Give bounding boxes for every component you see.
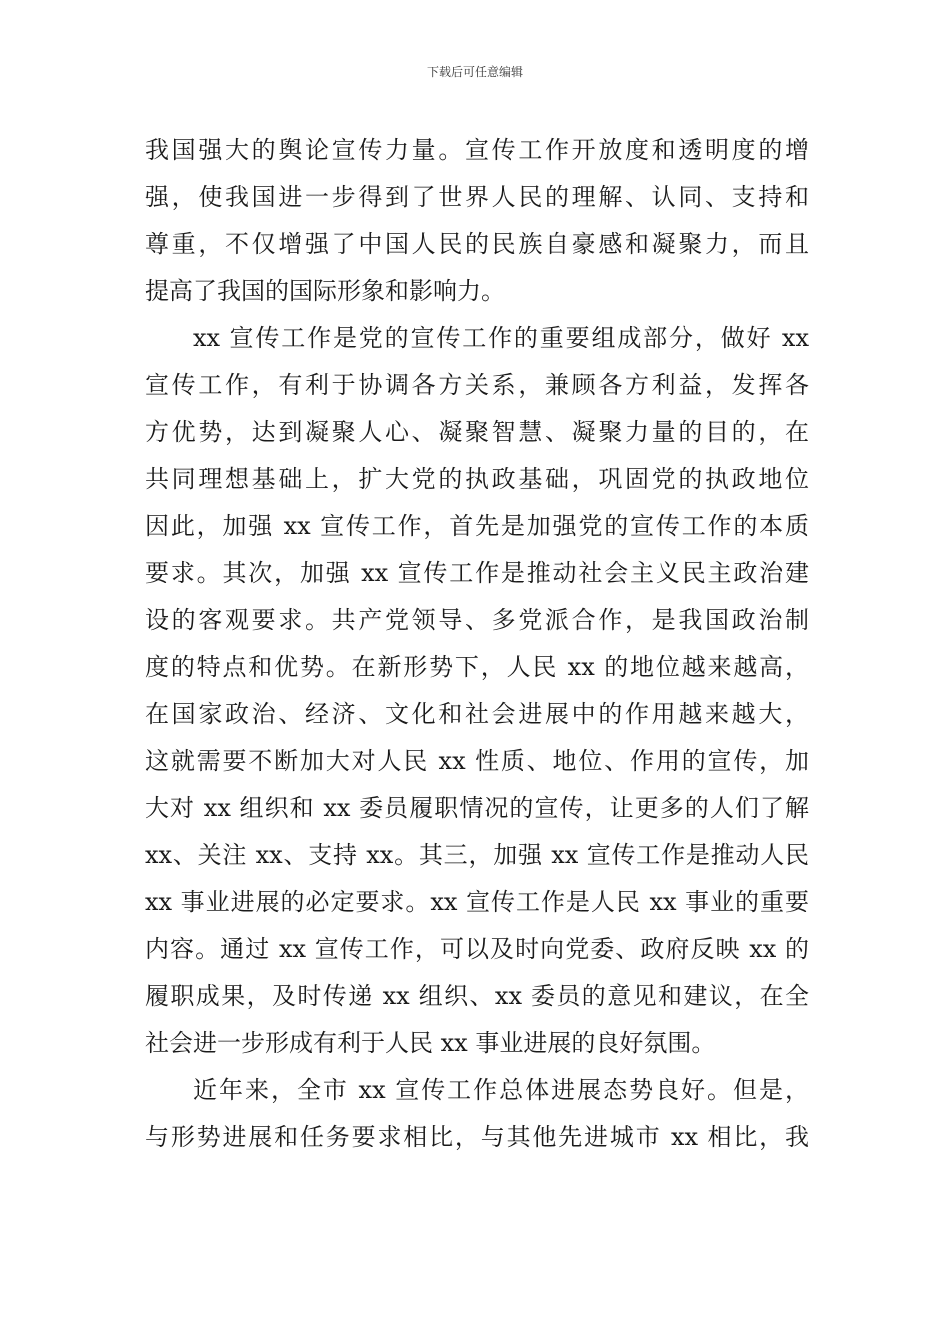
text-line: 因此，加强 xx 宣传工作，首先是加强党的宣传工作的本质: [145, 512, 809, 540]
text-line: xx 宣传工作是党的宣传工作的重要组成部分，做好 xx: [193, 324, 809, 352]
text-line: 要求。其次，加强 xx 宣传工作是推动社会主义民主政治建: [145, 559, 809, 587]
text-line: 在国家政治、经济、文化和社会进展中的作用越来越大，: [145, 700, 809, 728]
page-header: 下载后可任意编辑: [426, 65, 523, 79]
text-line: 与形势进展和任务要求相比，与其他先进城市 xx 相比，我: [145, 1123, 809, 1151]
text-line: 强，使我国进一步得到了世界人民的理解、认同、支持和: [145, 183, 809, 211]
text-line: 内容。通过 xx 宣传工作，可以及时向党委、政府反映 xx 的: [145, 935, 809, 963]
text-line: 宣传工作，有利于协调各方关系，兼顾各方利益，发挥各: [145, 371, 809, 399]
text-line: 这就需要不断加大对人民 xx 性质、地位、作用的宣传，加: [145, 747, 809, 775]
text-line: 我国强大的舆论宣传力量。宣传工作开放度和透明度的增: [145, 136, 809, 164]
text-line: 大对 xx 组织和 xx 委员履职情况的宣传，让更多的人们了解: [145, 794, 809, 822]
text-line: 社会进一步形成有利于人民 xx 事业进展的良好氛围。: [145, 1029, 716, 1057]
text-line: 方优势，达到凝聚人心、凝聚智慧、凝聚力量的目的，在: [145, 418, 809, 446]
text-line: xx、关注 xx、支持 xx。其三，加强 xx 宣传工作是推动人民: [145, 841, 809, 869]
document-body: [145, 127, 809, 1161]
text-line: xx 事业进展的必定要求。xx 宣传工作是人民 xx 事业的重要: [145, 888, 809, 916]
text-line: 履职成果，及时传递 xx 组织、xx 委员的意见和建议，在全: [145, 982, 809, 1010]
text-line: 度的特点和优势。在新形势下，人民 xx 的地位越来越高，: [145, 653, 809, 681]
text-line: 共同理想基础上，扩大党的执政基础，巩固党的执政地位: [145, 465, 809, 493]
text-line: 近年来，全市 xx 宣传工作总体进展态势良好。但是，: [193, 1076, 809, 1104]
text-line: 尊重，不仅增强了中国人民的民族自豪感和凝聚力，而且: [145, 230, 809, 258]
text-line: 设的客观要求。共产党领导、多党派合作，是我国政治制: [145, 606, 809, 634]
text-line: 提高了我国的国际形象和影响力。: [145, 277, 505, 305]
